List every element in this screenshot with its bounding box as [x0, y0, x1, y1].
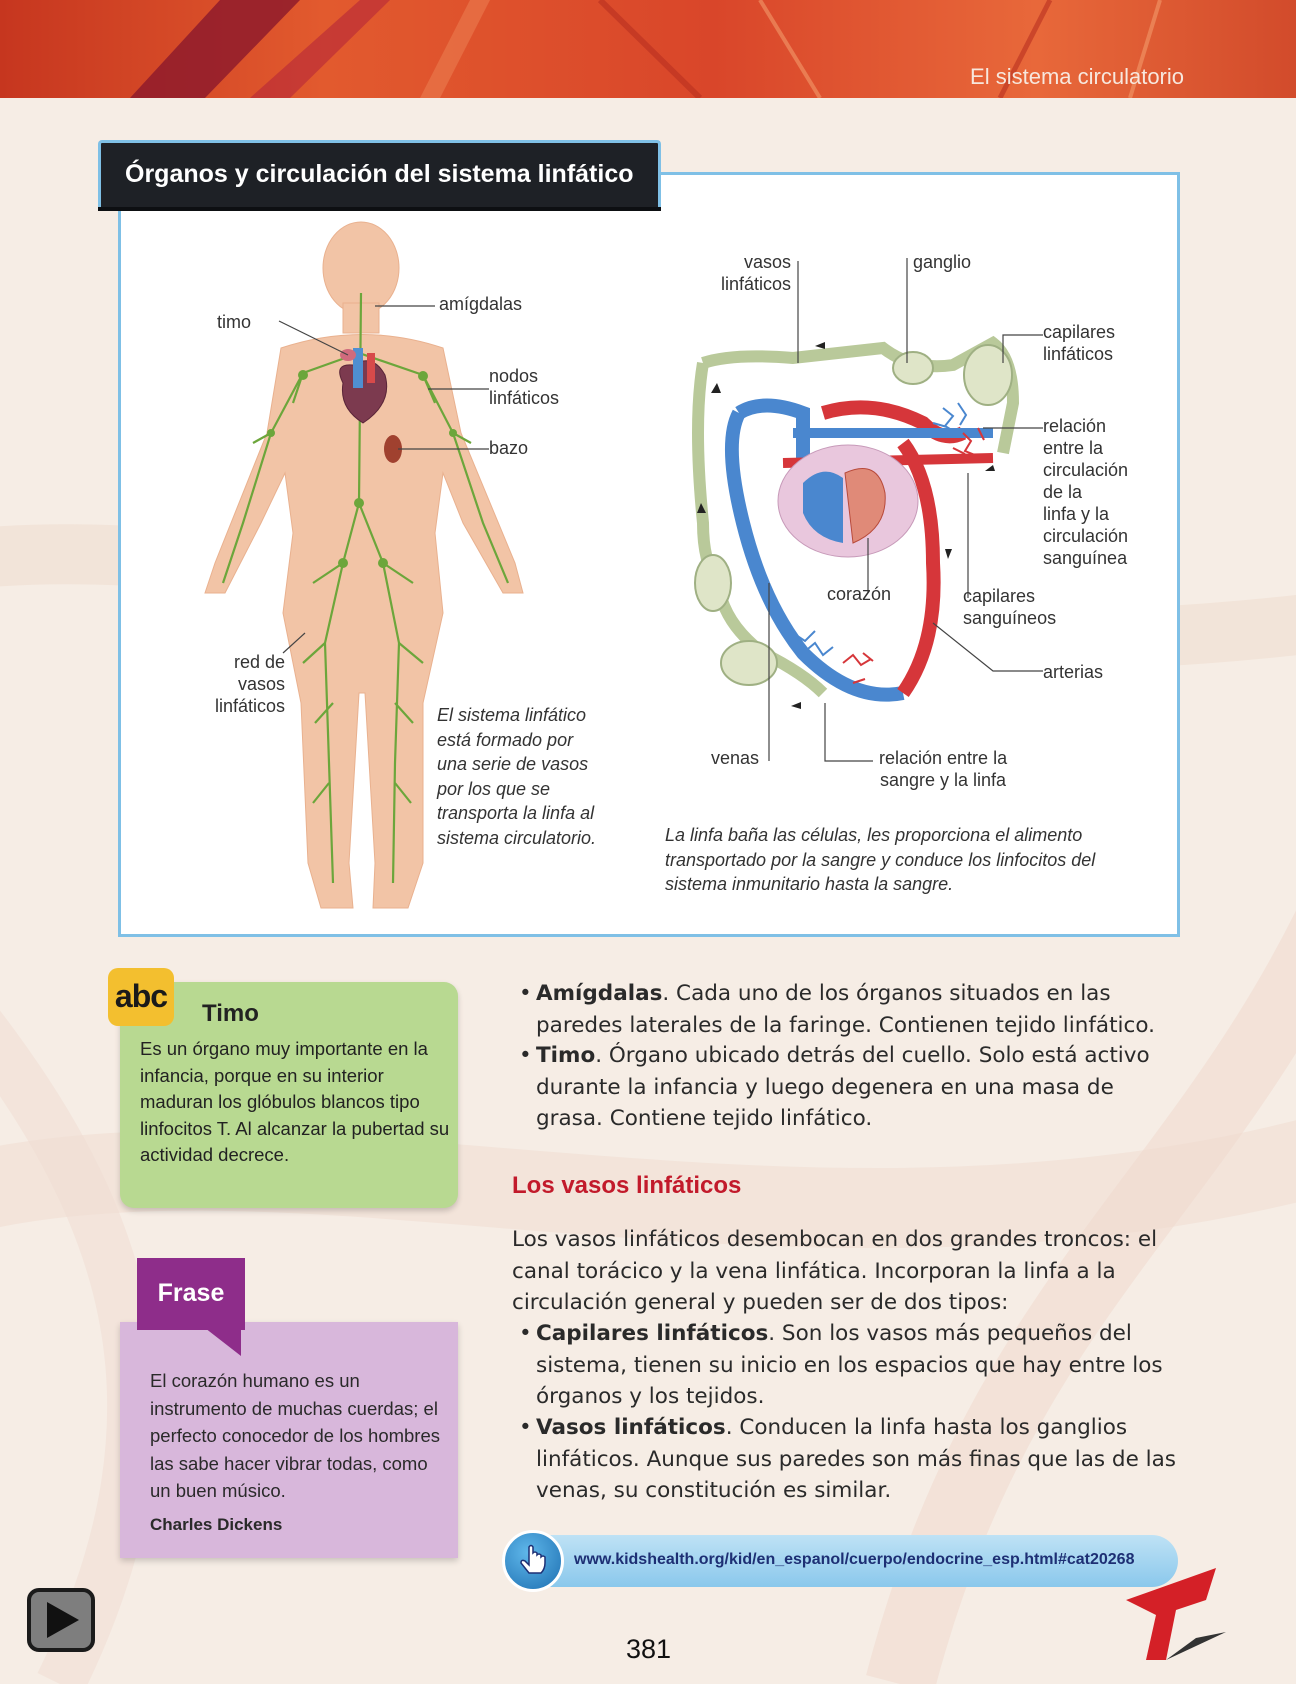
label-capilares-linfaticos: capilares linfáticos [1043, 322, 1116, 364]
page-number: 381 [626, 1634, 672, 1664]
bullet-capilares-linfaticos: • Capilares linfáticos. Son los vasos más pequeños del sistema, tienen su inicio en los espacios que hay entre los órganos y los tejidos. [536, 1318, 1182, 1413]
caption-right: La linfa baña las células, les proporciona el alimento transportado por la sangre y conduce los linfocitos del sistema inmunitario hasta la sangre. [665, 825, 1096, 894]
quote-badge: Frase [137, 1258, 245, 1330]
caption-left: El sistema linfático está formado por una serie de vasos por los que se transporta la linfa al sistema circulatorio. [437, 705, 597, 848]
label-amigdalas: amígdalas [439, 294, 523, 314]
web-link-url[interactable]: www.kidshealth.org/kid/en_espanol/cuerpo/endocrine_esp.html#cat20268 [574, 1551, 1135, 1568]
publisher-logo [1116, 1560, 1246, 1670]
play-button[interactable] [27, 1588, 95, 1652]
section-title: Órganos y circulación del sistema linfático [98, 140, 661, 207]
header-band [0, 0, 1296, 98]
label-vasos-linfaticos: vasos linfáticos [720, 252, 791, 294]
hand-pointer-icon[interactable] [502, 1530, 564, 1592]
bullet-amigdalas: • Amígdalas. Cada uno de los órganos situados en las paredes laterales de la faringe. Contienen tejido linfático. [536, 978, 1182, 1041]
chapter-title: El sistema circulatorio [970, 64, 1184, 89]
figure-card [118, 172, 1180, 937]
label-bazo: bazo [489, 438, 529, 458]
label-ganglio: ganglio [913, 252, 972, 272]
abc-badge: abc [108, 968, 174, 1026]
abc-text: Es un órgano muy importante en la infancia, porque en su interior maduran los glóbulos blancos tipo linfocitos T. Al alcanzar la pubertad su actividad decrece. [140, 1038, 450, 1165]
label-corazon: corazón [827, 584, 892, 604]
label-red-vasos: red de vasos linfáticos [214, 652, 285, 716]
abc-title: Timo [202, 1000, 259, 1027]
bullet-vasos-linfaticos: • Vasos linfáticos. Conducen la linfa hasta los ganglios linfáticos. Aunque sus paredes son más finas que las de las venas, su constitución es similar. [536, 1412, 1182, 1507]
label-relacion-sangre-linfa: relación entre la sangre y la linfa [879, 748, 1008, 790]
quote-text: El corazón humano es un instrumento de muchas cuerdas; el perfecto conocedor de los hombres las sabe hacer vibrar todas, como un buen músico. [150, 1370, 441, 1501]
bullet-timo: • Timo. Órgano ubicado detrás del cuello. Solo está activo durante la infancia y luego degenera en una masa de grasa. Contiene tejido linfático. [536, 1040, 1182, 1135]
quote-badge-tail [205, 1328, 241, 1356]
label-venas: venas [711, 748, 760, 768]
quote-author: Charles Dickens [150, 1515, 283, 1534]
label-arterias: arterias [1043, 662, 1104, 682]
section-heading-vasos: Los vasos linfáticos [512, 1172, 742, 1199]
vasos-paragraph: Los vasos linfáticos desembocan en dos grandes troncos: el canal torácico y la vena linfática. Incorporan la linfa a la circulación general y pueden ser de dos tipos: [512, 1227, 1158, 1315]
label-nodos-linfaticos: nodos linfáticos [489, 366, 560, 408]
lymph-blood-circulation-diagram [121, 175, 1177, 935]
label-timo: timo [217, 312, 252, 332]
label-capilares-sanguineos: capilares sanguíneos [963, 586, 1057, 628]
label-relacion-circulacion: relación entre la circulación de la linfa y la circulación sanguínea [1043, 416, 1129, 568]
